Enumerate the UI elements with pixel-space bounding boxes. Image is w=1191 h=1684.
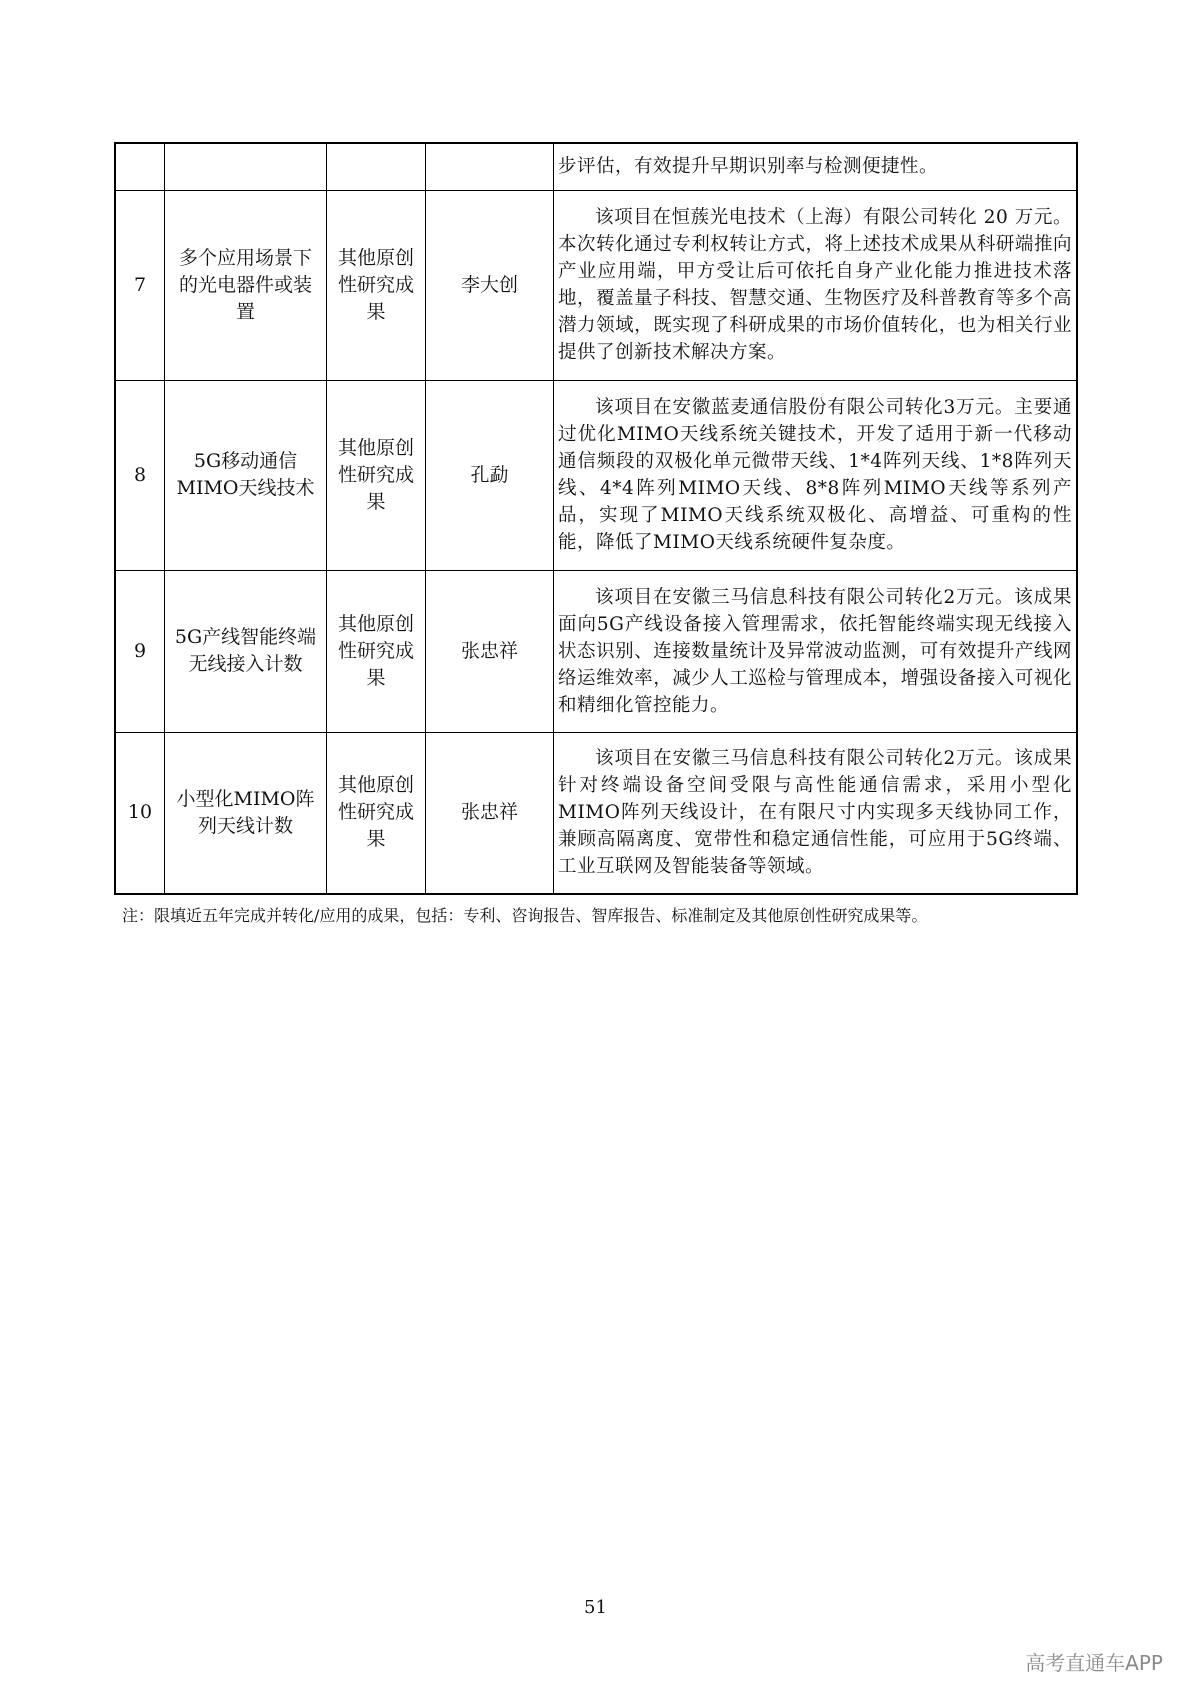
responsible-person: [426, 190, 554, 380]
achievement-type-text: 其他原创性研究成果: [337, 774, 414, 851]
achievement-name-text: 多个应用场景下的光电器件或装置: [178, 246, 312, 323]
table-row-continuation: [115, 143, 1077, 190]
row-number-text: 9: [133, 639, 147, 662]
responsible-person: [426, 570, 554, 732]
achievement-name: [165, 570, 327, 732]
results-table: [114, 142, 1078, 895]
achievement-name-text: 小型化MIMO阵列天线计数: [176, 787, 315, 837]
table-row: [115, 570, 1077, 732]
cell-type: [327, 143, 426, 190]
cell-name: [165, 143, 327, 190]
transfer-description-text: 该项目在安徽三马信息科技有限公司转化2万元。该成果针对终端设备空间受限与高性能通信需求，采用小型化MIMO阵列天线设计，在有限尺寸内实现多天线协同工作，兼顾高隔离度、宽带性和稳定通信性能，可应用于5G终端、工业互联网及智能装备等领域。: [558, 748, 1072, 878]
description-text: 步评估，有效提升早期识别率与检测便捷性。: [558, 156, 939, 178]
cell-description: [554, 143, 1078, 190]
responsible-person: [426, 732, 554, 894]
achievement-type-text: 其他原创性研究成果: [337, 436, 414, 513]
table-row: [115, 732, 1077, 894]
row-number: [115, 190, 165, 380]
responsible-person-text: 张忠祥: [460, 801, 518, 824]
achievement-type-text: 其他原创性研究成果: [337, 246, 414, 323]
responsible-person-text: 张忠祥: [460, 639, 518, 662]
row-number: [115, 380, 165, 570]
achievement-type: [327, 570, 426, 732]
achievement-name-text: 5G产线智能终端无线接入计数: [174, 626, 317, 675]
row-number: [115, 732, 165, 894]
row-number-text: 8: [133, 463, 147, 486]
transfer-description-text: 该项目在安徽三马信息科技有限公司转化2万元。该成果面向5G产线设备接入管理需求，依托智能终端实现无线接入状态识别、连接数量统计及异常波动监测，可有效提升产线网络运维效率，减少人工巡检与管理成本，增强设备接入可视化和精细化管控能力。: [558, 586, 1072, 716]
transfer-description: [554, 732, 1078, 894]
transfer-description: [554, 570, 1078, 732]
page-number: 51: [584, 1597, 607, 1618]
table-row: [115, 190, 1077, 380]
cell-num: [115, 143, 165, 190]
transfer-description: [554, 190, 1078, 380]
table-row: [115, 380, 1077, 570]
row-number-text: 7: [133, 273, 147, 296]
responsible-person-text: 孔勐: [470, 463, 509, 486]
transfer-description-text: 该项目在安徽蓝麦通信股份有限公司转化3万元。主要通过优化MIMO天线系统关键技术，开发了适用于新一代移动通信频段的双极化单元微带天线、1*4阵列天线、1*8阵列天线、4*4阵列MIMO天线、8*8阵列MIMO天线等系列产品，实现了MIMO天线系统双极化、高增益、可重构的性能，降低了MIMO天线系统硬件复杂度。: [558, 397, 1072, 553]
transfer-description: [554, 380, 1078, 570]
row-number: [115, 570, 165, 732]
achievement-type: [327, 190, 426, 380]
achievement-name: [165, 190, 327, 380]
transfer-description-text: 该项目在恒蔟光电技术（上海）有限公司转化 20 万元。本次转化通过专利权转让方式，将上述技术成果从科研端推向产业应用端，甲方受让后可依托自身产业化能力推进技术落地，覆盖量子科技、智慧交通、生物医疗及科普教育等多个高潜力领域，既实现了科研成果的市场价值转化，也为相关行业提供了创新技术解决方案。: [558, 207, 1072, 363]
table-footnote: 注：限填近五年完成并转化/应用的成果，包括：专利、咨询报告、智库报告、标准制定及其他原创性研究成果等。: [122, 906, 928, 925]
app-watermark: 高考直通车APP: [1025, 1651, 1163, 1675]
achievement-type: [327, 380, 426, 570]
achievement-name: [165, 380, 327, 570]
cell-person: [426, 143, 554, 190]
responsible-person-text: 李大创: [460, 273, 518, 296]
achievement-name-text: 5G移动通信MIMO天线技术: [176, 450, 315, 499]
achievement-name: [165, 732, 327, 894]
responsible-person: [426, 380, 554, 570]
achievement-type-text: 其他原创性研究成果: [337, 612, 414, 689]
achievement-type: [327, 732, 426, 894]
row-number-text: 10: [127, 801, 153, 824]
